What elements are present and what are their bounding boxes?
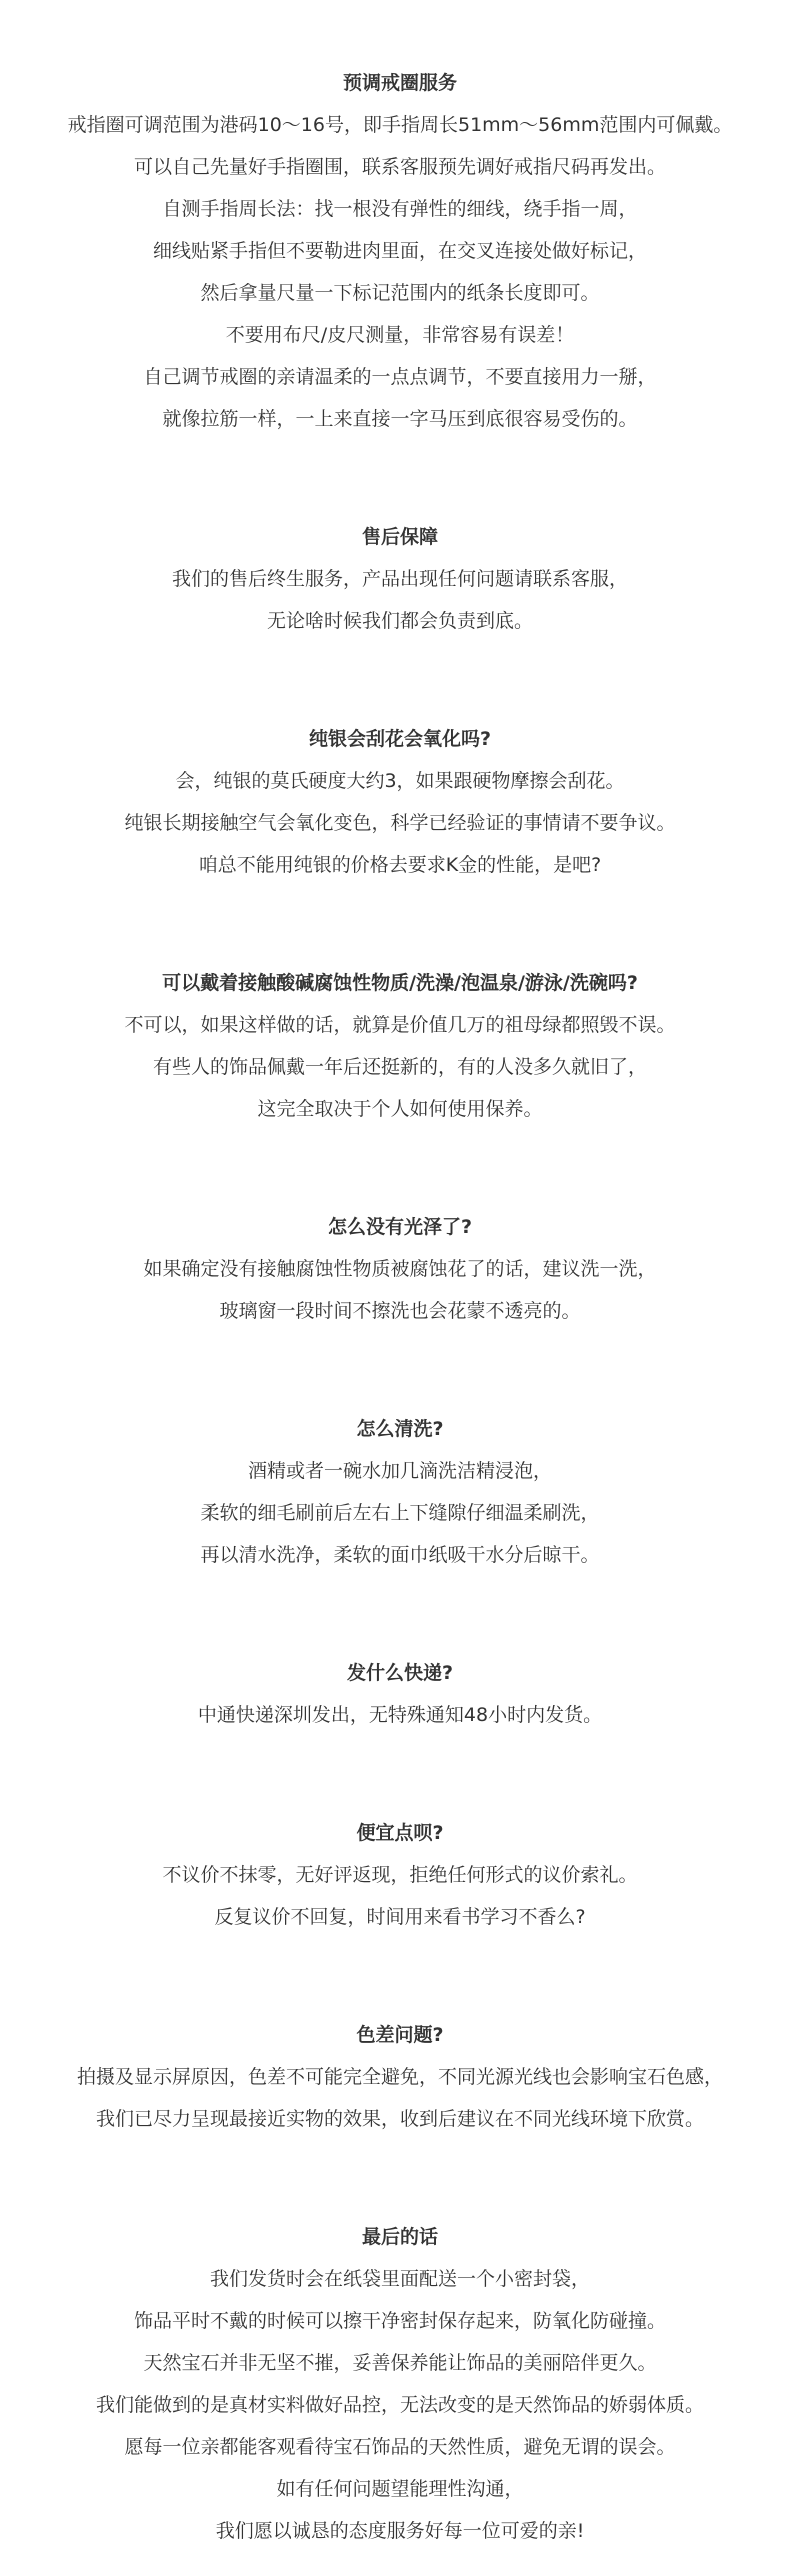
section-corrosive-contact bbox=[0, 962, 800, 1130]
text-line: 饰品平时不戴的时候可以擦干净密封保存起来，防氧化防碰撞。 bbox=[133, 2310, 666, 2332]
text-line: 拍摄及显示屏原因，色差不可能完全避免，不同光源光线也会影响宝石色感， bbox=[76, 2066, 723, 2088]
text-line: 无论啥时候我们都会负责到底。 bbox=[266, 610, 533, 632]
section-silver-oxidation bbox=[0, 718, 800, 886]
text-line: 我们能做到的是真材实料做好品控，无法改变的是天然饰品的娇弱体质。 bbox=[95, 2394, 704, 2416]
section-color-difference bbox=[0, 2014, 800, 2140]
section-discount bbox=[0, 1812, 800, 1938]
text-line: 自测手指周长法：找一根没有弹性的细线，绕手指一周， bbox=[162, 198, 638, 220]
section-title: 色差问题? bbox=[356, 2024, 444, 2046]
section-title: 可以戴着接触酸碱腐蚀性物质/洗澡/泡温泉/游泳/洗碗吗? bbox=[162, 972, 638, 994]
text-line: 就像拉筋一样，一上来直接一字马压到底很容易受伤的。 bbox=[162, 408, 638, 430]
text-line: 纯银长期接触空气会氧化变色，科学已经验证的事情请不要争议。 bbox=[124, 812, 676, 834]
section-title: 纯银会刮花会氧化吗? bbox=[308, 728, 492, 750]
section-no-luster bbox=[0, 1206, 800, 1332]
text-line: 再以清水洗净，柔软的面巾纸吸干水分后晾干。 bbox=[200, 1544, 600, 1566]
section-title: 最后的话 bbox=[361, 2226, 438, 2248]
text-line: 会，纯银的莫氏硬度大约3，如果跟硬物摩擦会刮花。 bbox=[175, 770, 625, 792]
section-title: 发什么快递? bbox=[346, 1662, 454, 1684]
text-line: 反复议价不回复，时间用来看书学习不香么? bbox=[214, 1906, 586, 1928]
section-final-words bbox=[0, 2216, 800, 2552]
section-shipping bbox=[0, 1652, 800, 1736]
text-line: 不议价不抹零，无好评返现，拒绝任何形式的议价索礼。 bbox=[162, 1864, 638, 1886]
text-line: 我们的售后终生服务，产品出现任何问题请联系客服， bbox=[171, 568, 628, 590]
section-title: 便宜点呗? bbox=[356, 1822, 444, 1844]
section-ring-adjust bbox=[0, 62, 800, 440]
section-after-sales bbox=[0, 516, 800, 642]
text-line: 如果确定没有接触腐蚀性物质被腐蚀花了的话，建议洗一洗， bbox=[143, 1258, 657, 1280]
text-line: 细线贴紧手指但不要勒进肉里面，在交叉连接处做好标记， bbox=[152, 240, 647, 262]
text-line: 自己调节戒圈的亲请温柔的一点点调节，不要直接用力一掰， bbox=[143, 366, 657, 388]
text-line: 戒指圈可调范围为港码10～16号，即手指周长51mm～56mm范围内可佩戴。 bbox=[67, 114, 733, 136]
text-line: 中通快递深圳发出，无特殊通知48小时内发货。 bbox=[197, 1704, 603, 1726]
text-line: 不要用布尺/皮尺测量，非常容易有误差！ bbox=[225, 324, 575, 346]
text-line: 愿每一位亲都能客观看待宝石饰品的天然性质，避免无谓的误会。 bbox=[124, 2436, 676, 2458]
section-title: 怎么没有光泽了? bbox=[327, 1216, 473, 1238]
text-line: 玻璃窗一段时间不擦洗也会花蒙不透亮的。 bbox=[219, 1300, 581, 1322]
text-line: 天然宝石并非无坚不摧，妥善保养能让饰品的美丽陪伴更久。 bbox=[143, 2352, 657, 2374]
section-title: 售后保障 bbox=[361, 526, 438, 548]
text-line: 可以自己先量好手指圈围，联系客服预先调好戒指尺码再发出。 bbox=[133, 156, 666, 178]
text-line: 我们已尽力呈现最接近实物的效果，收到后建议在不同光线环境下欣赏。 bbox=[95, 2108, 704, 2130]
section-cleaning bbox=[0, 1408, 800, 1576]
section-title: 预调戒圈服务 bbox=[342, 72, 457, 94]
text-line: 我们发货时会在纸袋里面配送一个小密封袋， bbox=[209, 2268, 590, 2290]
text-line: 如有任何问题望能理性沟通， bbox=[276, 2478, 524, 2500]
text-line: 然后拿量尺量一下标记范围内的纸条长度即可。 bbox=[200, 282, 600, 304]
text-line: 有些人的饰品佩戴一年后还挺新的，有的人没多久就旧了， bbox=[152, 1056, 647, 1078]
text-line: 咱总不能用纯银的价格去要求K金的性能，是吧? bbox=[198, 854, 602, 876]
text-line: 这完全取决于个人如何使用保养。 bbox=[257, 1098, 543, 1120]
text-line: 我们愿以诚恳的态度服务好每一位可爱的亲! bbox=[215, 2520, 585, 2542]
text-line: 不可以，如果这样做的话，就算是价值几万的祖母绿都照毁不误。 bbox=[124, 1014, 676, 1036]
text-line: 酒精或者一碗水加几滴洗洁精浸泡， bbox=[247, 1460, 552, 1482]
text-line: 柔软的细毛刷前后左右上下缝隙仔细温柔刷洗， bbox=[200, 1502, 600, 1524]
section-title: 怎么清洗? bbox=[356, 1418, 444, 1440]
